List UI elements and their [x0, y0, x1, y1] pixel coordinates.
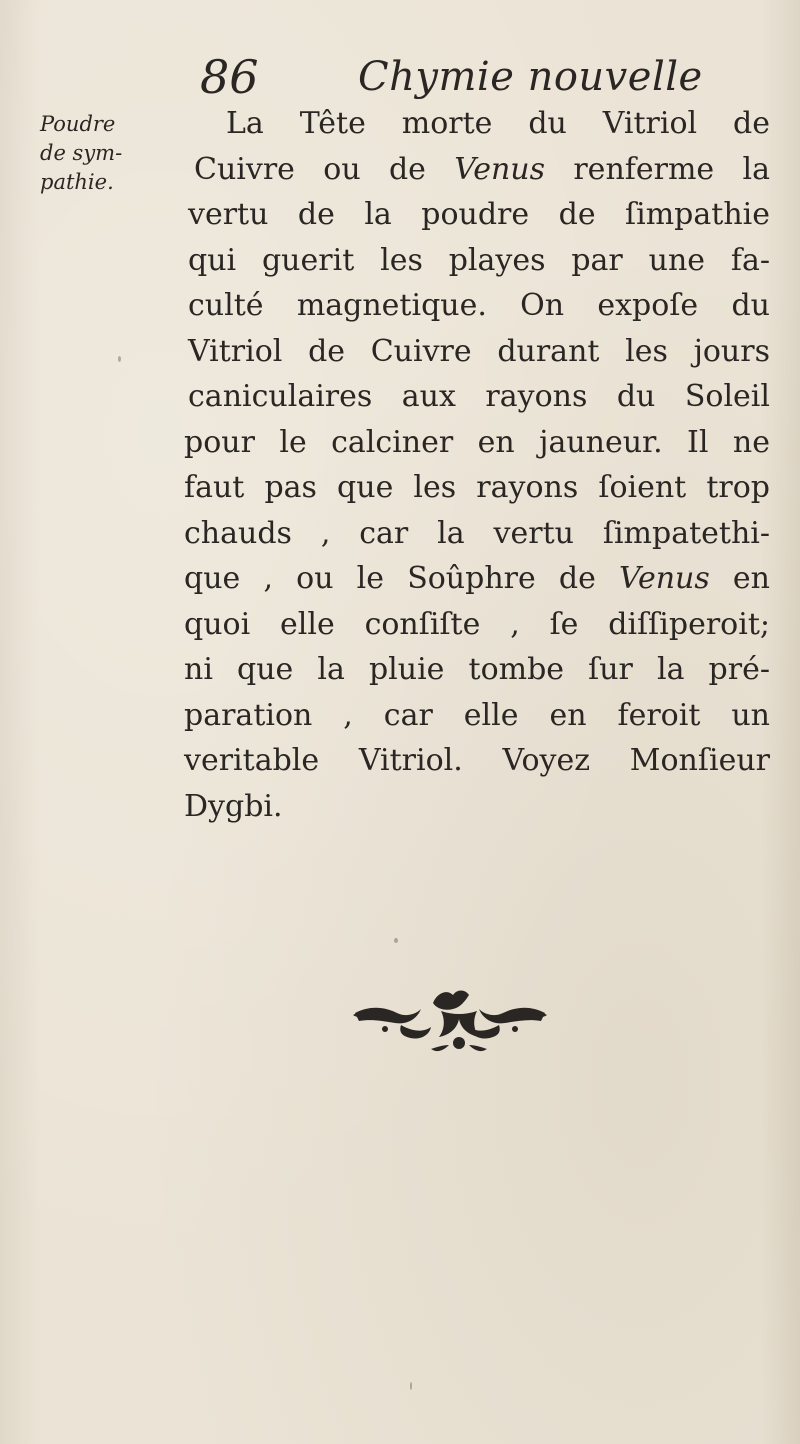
text-line: La Tête morte du Vitriol de	[226, 106, 770, 141]
text-line: veritable Vitriol. Voyez Monſieur	[184, 743, 770, 778]
text-line: Dygbi.	[184, 788, 283, 824]
paper-speck	[394, 938, 398, 943]
text-line: paration , car elle en feroit un	[184, 697, 770, 733]
paper-speck	[410, 1382, 412, 1390]
margin-note	[40, 110, 190, 197]
venus-word: Venus	[619, 561, 710, 596]
text-line: pour le calciner en jauneur. Il ne	[184, 424, 770, 460]
text-line	[174, 556, 770, 602]
text-fragment: renferme la	[573, 151, 770, 187]
margin-note-line: pathie.	[40, 170, 114, 194]
margin-note-line: de sym-	[40, 141, 123, 165]
text-fragment: en	[732, 561, 770, 596]
margin-note-line: Poudre	[40, 112, 116, 136]
body-text	[174, 101, 770, 829]
text-line: faut pas que les rayons ſoient trop	[184, 470, 770, 505]
text-line: caniculaires aux rayons du Soleil	[188, 379, 770, 414]
venus-word: Venus	[454, 151, 545, 187]
page-number: 86	[200, 50, 259, 104]
text-line: vertu de la poudre de ſimpathie	[188, 197, 770, 232]
text-line: quoi elle conſiſte , ſe diſſiperoit;	[184, 606, 770, 642]
running-title: Chymie nouvelle	[358, 54, 703, 100]
text-line: qui guerit les playes par une fa-	[188, 242, 770, 278]
text-fragment: Cuivre ou de	[194, 151, 426, 187]
text-line: culté magnetique. On expoſe du	[188, 288, 770, 323]
text-line: chauds , car la vertu ſimpatethi-	[184, 515, 770, 551]
fleuron-ornament	[345, 985, 555, 1057]
text-fragment: que , ou le Soûphre de	[184, 561, 596, 596]
text-line	[174, 147, 770, 193]
text-line: ni que la pluie tombe ſur la pré-	[184, 652, 770, 687]
paper-speck	[118, 356, 121, 362]
text-line: Vitriol de Cuivre durant les jours	[188, 333, 770, 369]
